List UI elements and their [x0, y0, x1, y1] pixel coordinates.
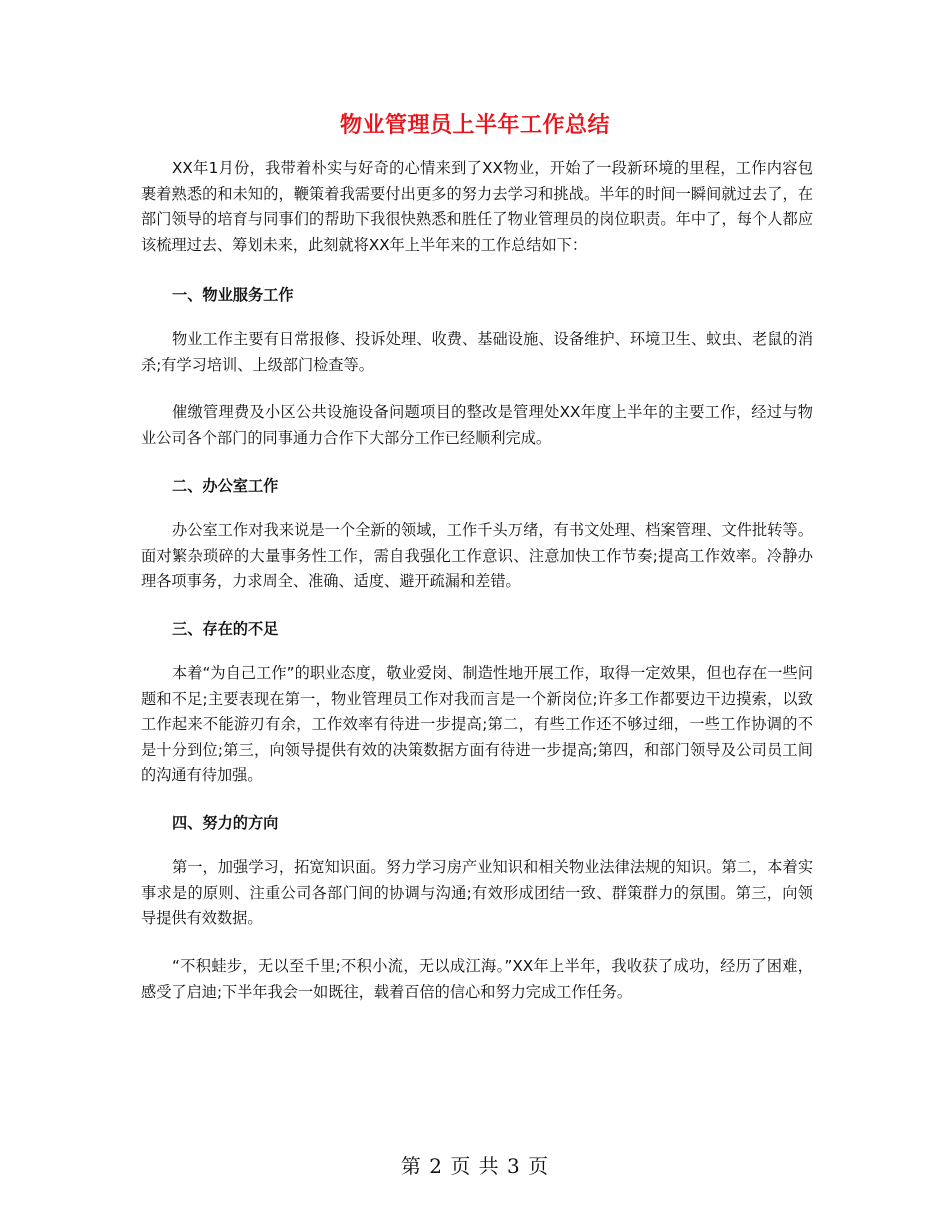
shortcomings-paragraph: 本着“为自己工作”的职业态度，敬业爱岗、制造性地开展工作，取得一定效果，但也存在一些问题和不足;主要表现在第一，物业管理员工作对我而言是一个新岗位;许多工作都要边干边摸索，以致工作起来不能游刃有余，工作效率有待进一步提高;第二，有些工作还不够过细，一些工作协调的不是十分到位;第三，向领导提供有效的决策数据方面有待进一步提高;第四，和部门领导及公司员工间的沟通有待加强。 — [141, 664, 813, 784]
direction-paragraph-2: “不积蛙步，无以至千里;不积小流，无以成江海。”XX年上半年，我收获了成功，经历了困难，感受了启迪;下半年我会一如既往，载着百倍的信心和努力完成工作任务。 — [141, 957, 813, 1001]
service-paragraph-2: 催缴管理费及小区公共设施设备问题项目的整改是管理处XX年度上半年的主要工作，经过与物业公司各个部门的同事通力合作下大部分工作已经顺利完成。 — [141, 403, 813, 447]
section-heading-office: 二、办公室工作 — [172, 477, 279, 495]
document-title: 物业管理员上半年工作总结 — [339, 113, 610, 138]
section-heading-shortcomings: 三、存在的不足 — [172, 620, 279, 638]
service-paragraph-1: 物业工作主要有日常报修、投诉处理、收费、基础设施、设备维护、环境卫生、蚊虫、老鼠的消杀;有学习培训、上级部门检查等。 — [141, 330, 813, 374]
office-paragraph: 办公室工作对我来说是一个全新的领域，工作千头万绪，有书文处理、档案管理、文件批转等。面对繁杂琐碎的大量事务性工作，需自我强化工作意识、注意加快工作节奏;提高工作效率。冷静办理各项事务，力求周全、准确、适度、避开疏漏和差错。 — [141, 521, 813, 590]
page-number-footer: 第 2 页 共 3 页 — [400, 1154, 550, 1178]
intro-paragraph: XX年1月份，我带着朴实与好奇的心情来到了XX物业，开始了一段新环境的里程，工作内容包裹着熟悉的和未知的，鞭策着我需要付出更多的努力去学习和挑战。半年的时间一瞬间就过去了，在部门领导的培育与同事们的帮助下我很快熟悉和胜任了物业管理员的岗位职责。年中了，每个人都应该梳理过去、筹划未来，此刻就将XX年上半年来的工作总结如下： — [141, 159, 813, 254]
section-heading-direction: 四、努力的方向 — [172, 814, 279, 832]
direction-paragraph-1: 第一，加强学习，拓宽知识面。努力学习房产业知识和相关物业法律法规的知识。第二，本着实事求是的原则、注重公司各部门间的协调与沟通;有效形成团结一致、群策群力的氛围。第三，向领导提供有效数据。 — [141, 858, 813, 927]
section-heading-service: 一、物业服务工作 — [172, 286, 294, 304]
